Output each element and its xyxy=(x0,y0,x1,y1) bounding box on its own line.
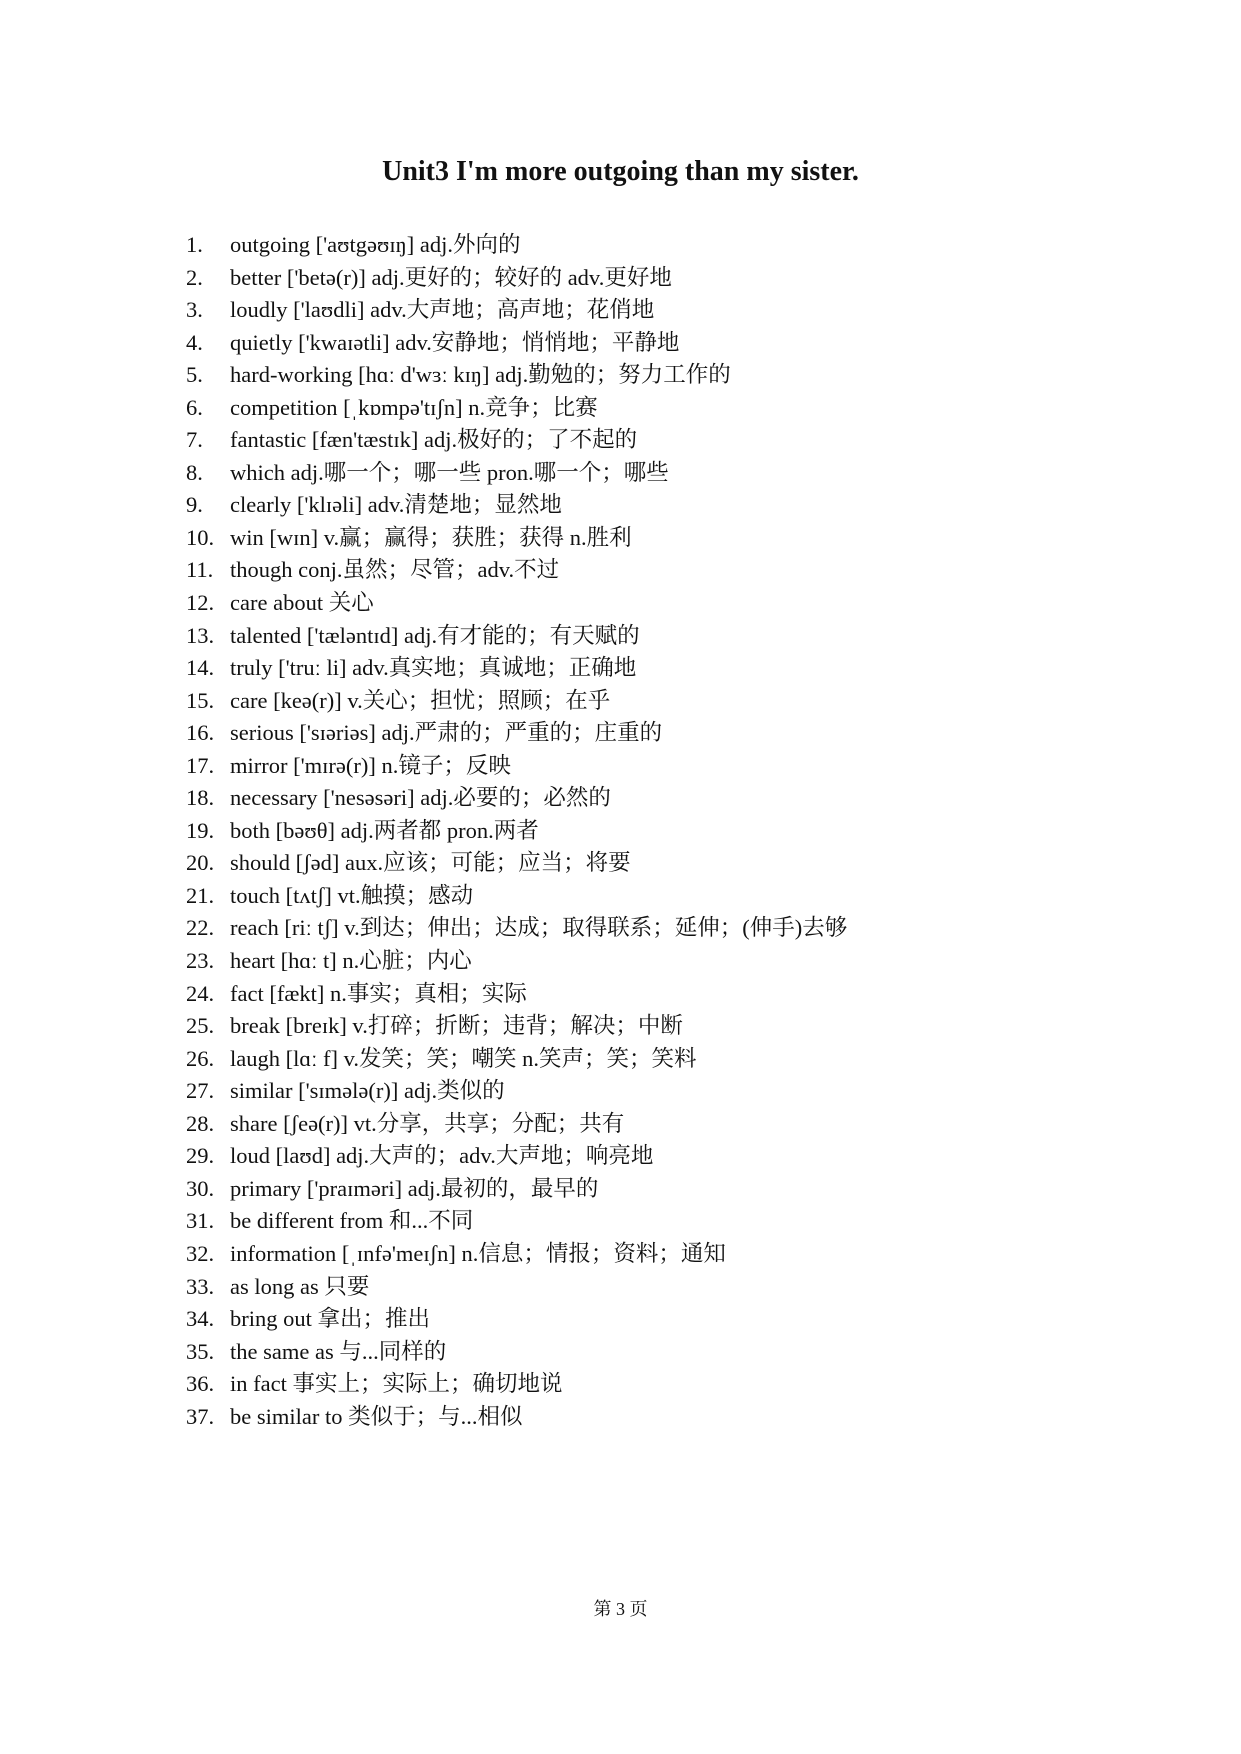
vocab-item xyxy=(186,880,1186,913)
vocab-item xyxy=(186,587,1186,620)
item-number: 31. xyxy=(186,1208,215,1234)
vocab-item xyxy=(186,294,1186,327)
vocab-item xyxy=(186,1238,1186,1271)
vocab-item xyxy=(186,1368,1186,1401)
item-text: necessary ['nesəsəri] adj.必要的；必然的 xyxy=(230,785,611,811)
item-number: 8. xyxy=(186,459,203,485)
item-text: be different from 和...不同 xyxy=(230,1208,474,1234)
vocab-item xyxy=(186,489,1186,522)
vocab-item xyxy=(186,229,1186,262)
item-text: fact [fækt] n.事实；真相；实际 xyxy=(230,980,527,1006)
item-number: 3. xyxy=(186,297,203,323)
item-text: share [ʃeə(r)] vt.分享，共享；分配；共有 xyxy=(230,1110,625,1136)
item-number: 6. xyxy=(186,394,203,420)
item-number: 33. xyxy=(186,1273,215,1299)
vocab-item xyxy=(186,457,1186,490)
item-text: though conj.虽然；尽管；adv.不过 xyxy=(230,557,560,583)
item-text: break [breɪk] v.打碎；折断；违背；解决；中断 xyxy=(230,1013,683,1039)
item-text: care [keə(r)] v.关心；担忧；照顾；在乎 xyxy=(230,687,611,713)
item-text: better ['betə(r)] adj.更好的；较好的 adv.更好地 xyxy=(230,264,672,290)
item-number: 20. xyxy=(186,850,215,876)
item-text: heart [hɑː t] n.心脏；内心 xyxy=(230,948,472,974)
item-text: bring out 拿出；推出 xyxy=(230,1306,430,1332)
item-text: in fact 事实上；实际上；确切地说 xyxy=(230,1371,563,1397)
item-number: 1. xyxy=(186,232,203,257)
item-text: clearly ['klɪəli] adv.清楚地；显然地 xyxy=(230,492,562,518)
vocab-item xyxy=(186,1043,1186,1076)
vocab-item xyxy=(186,945,1186,978)
vocab-item xyxy=(186,522,1186,555)
page-title: Unit3 I'm more outgoing than my sister. xyxy=(382,156,859,187)
item-number: 16. xyxy=(186,720,215,746)
item-text: primary ['praɪməri] adj.最初的，最早的 xyxy=(230,1175,599,1201)
item-text: mirror ['mɪrə(r)] n.镜子；反映 xyxy=(230,752,511,778)
item-text: hard-working [hɑː d'wɜː kɪŋ] adj.勤勉的；努力工作的 xyxy=(230,362,731,388)
vocab-item xyxy=(186,717,1186,750)
item-number: 11. xyxy=(186,557,214,583)
vocab-item xyxy=(186,685,1186,718)
vocab-item xyxy=(186,847,1186,880)
item-text: truly ['truː li] adv.真实地；真诚地；正确地 xyxy=(230,655,637,681)
item-text: fantastic [fæn'tæstɪk] adj.极好的；了不起的 xyxy=(230,427,638,453)
item-text: serious ['sɪəriəs] adj.严肃的；严重的；庄重的 xyxy=(230,720,663,746)
vocab-item xyxy=(186,392,1186,425)
item-number: 24. xyxy=(186,980,215,1006)
item-number: 27. xyxy=(186,1078,215,1104)
item-number: 23. xyxy=(186,948,215,974)
item-number: 13. xyxy=(186,622,215,648)
vocab-item xyxy=(186,1173,1186,1206)
item-number: 21. xyxy=(186,882,215,908)
vocab-item xyxy=(186,327,1186,360)
item-text: talented ['tæləntɪd] adj.有才能的；有天赋的 xyxy=(230,622,640,648)
item-number: 36. xyxy=(186,1371,215,1397)
item-number: 17. xyxy=(186,752,215,778)
item-number: 4. xyxy=(186,329,203,355)
item-number: 18. xyxy=(186,785,215,811)
item-number: 2. xyxy=(186,264,203,290)
item-text: which adj.哪一个；哪一些 pron.哪一个；哪些 xyxy=(230,459,669,485)
item-number: 29. xyxy=(186,1143,215,1169)
item-text: information [ˌɪnfə'meɪʃn] n.信息；情报；资料；通知 xyxy=(230,1240,726,1266)
item-text: care about 关心 xyxy=(230,590,374,616)
item-number: 37. xyxy=(186,1403,215,1429)
vocab-item xyxy=(186,262,1186,295)
item-number: 28. xyxy=(186,1110,215,1136)
vocab-item xyxy=(186,1010,1186,1043)
item-number: 14. xyxy=(186,655,215,681)
vocab-item xyxy=(186,1336,1186,1369)
item-number: 19. xyxy=(186,817,215,843)
vocab-item xyxy=(186,978,1186,1011)
item-text: should [ʃəd] aux.应该；可能；应当；将要 xyxy=(230,850,631,876)
item-number: 7. xyxy=(186,427,203,453)
item-text: loud [laʊd] adj.大声的；adv.大声地；响亮地 xyxy=(230,1143,654,1169)
item-number: 5. xyxy=(186,362,203,388)
item-text: similar ['sɪmələ(r)] adj.类似的 xyxy=(230,1078,505,1104)
item-text: both [bəʊθ] adj.两者都 pron.两者 xyxy=(230,817,539,843)
item-text: be similar to 类似于；与...相似 xyxy=(230,1403,523,1429)
item-text: the same as 与...同样的 xyxy=(230,1338,447,1364)
item-text: quietly ['kwaɪətli] adv.安静地；悄悄地；平静地 xyxy=(230,329,680,355)
item-number: 26. xyxy=(186,1045,215,1071)
item-text: outgoing ['aʊtgəʊɪŋ] adj.外向的 xyxy=(230,232,521,257)
vocab-list xyxy=(186,229,1186,1433)
vocab-item xyxy=(186,620,1186,653)
item-number: 30. xyxy=(186,1175,215,1201)
vocab-item xyxy=(186,554,1186,587)
item-number: 35. xyxy=(186,1338,215,1364)
vocab-item xyxy=(186,1401,1186,1434)
item-text: loudly ['laʊdli] adv.大声地；高声地；花俏地 xyxy=(230,297,655,323)
vocab-item xyxy=(186,815,1186,848)
item-number: 32. xyxy=(186,1240,215,1266)
item-number: 12. xyxy=(186,590,215,616)
vocab-item xyxy=(186,912,1186,945)
item-text: touch [tʌtʃ] vt.触摸；感动 xyxy=(230,882,474,908)
vocab-item xyxy=(186,1205,1186,1238)
vocab-item xyxy=(186,782,1186,815)
item-number: 22. xyxy=(186,915,215,941)
item-text: reach [riː tʃ] v.到达；伸出；达成；取得联系；延伸；(伸手)去够 xyxy=(230,915,848,941)
item-text: win [wɪn] v.赢；赢得；获胜；获得 n.胜利 xyxy=(230,524,632,550)
vocab-item xyxy=(186,1108,1186,1141)
vocab-item xyxy=(186,1140,1186,1173)
item-number: 10. xyxy=(186,524,215,550)
item-number: 15. xyxy=(186,687,215,713)
item-text: laugh [lɑː f] v.发笑；笑；嘲笑 n.笑声；笑；笑料 xyxy=(230,1045,697,1071)
vocab-item xyxy=(186,1303,1186,1336)
item-number: 34. xyxy=(186,1306,215,1332)
vocab-item xyxy=(186,1075,1186,1108)
page-number: 第 3 页 xyxy=(593,1599,648,1619)
vocab-item xyxy=(186,1271,1186,1304)
item-number: 25. xyxy=(186,1013,215,1039)
item-number: 9. xyxy=(186,492,203,518)
vocab-item xyxy=(186,750,1186,783)
vocab-item xyxy=(186,359,1186,392)
vocab-item xyxy=(186,424,1186,457)
item-text: competition [ˌkɒmpə'tɪʃn] n.竞争；比赛 xyxy=(230,394,598,420)
vocab-item xyxy=(186,652,1186,685)
item-text: as long as 只要 xyxy=(230,1273,370,1299)
